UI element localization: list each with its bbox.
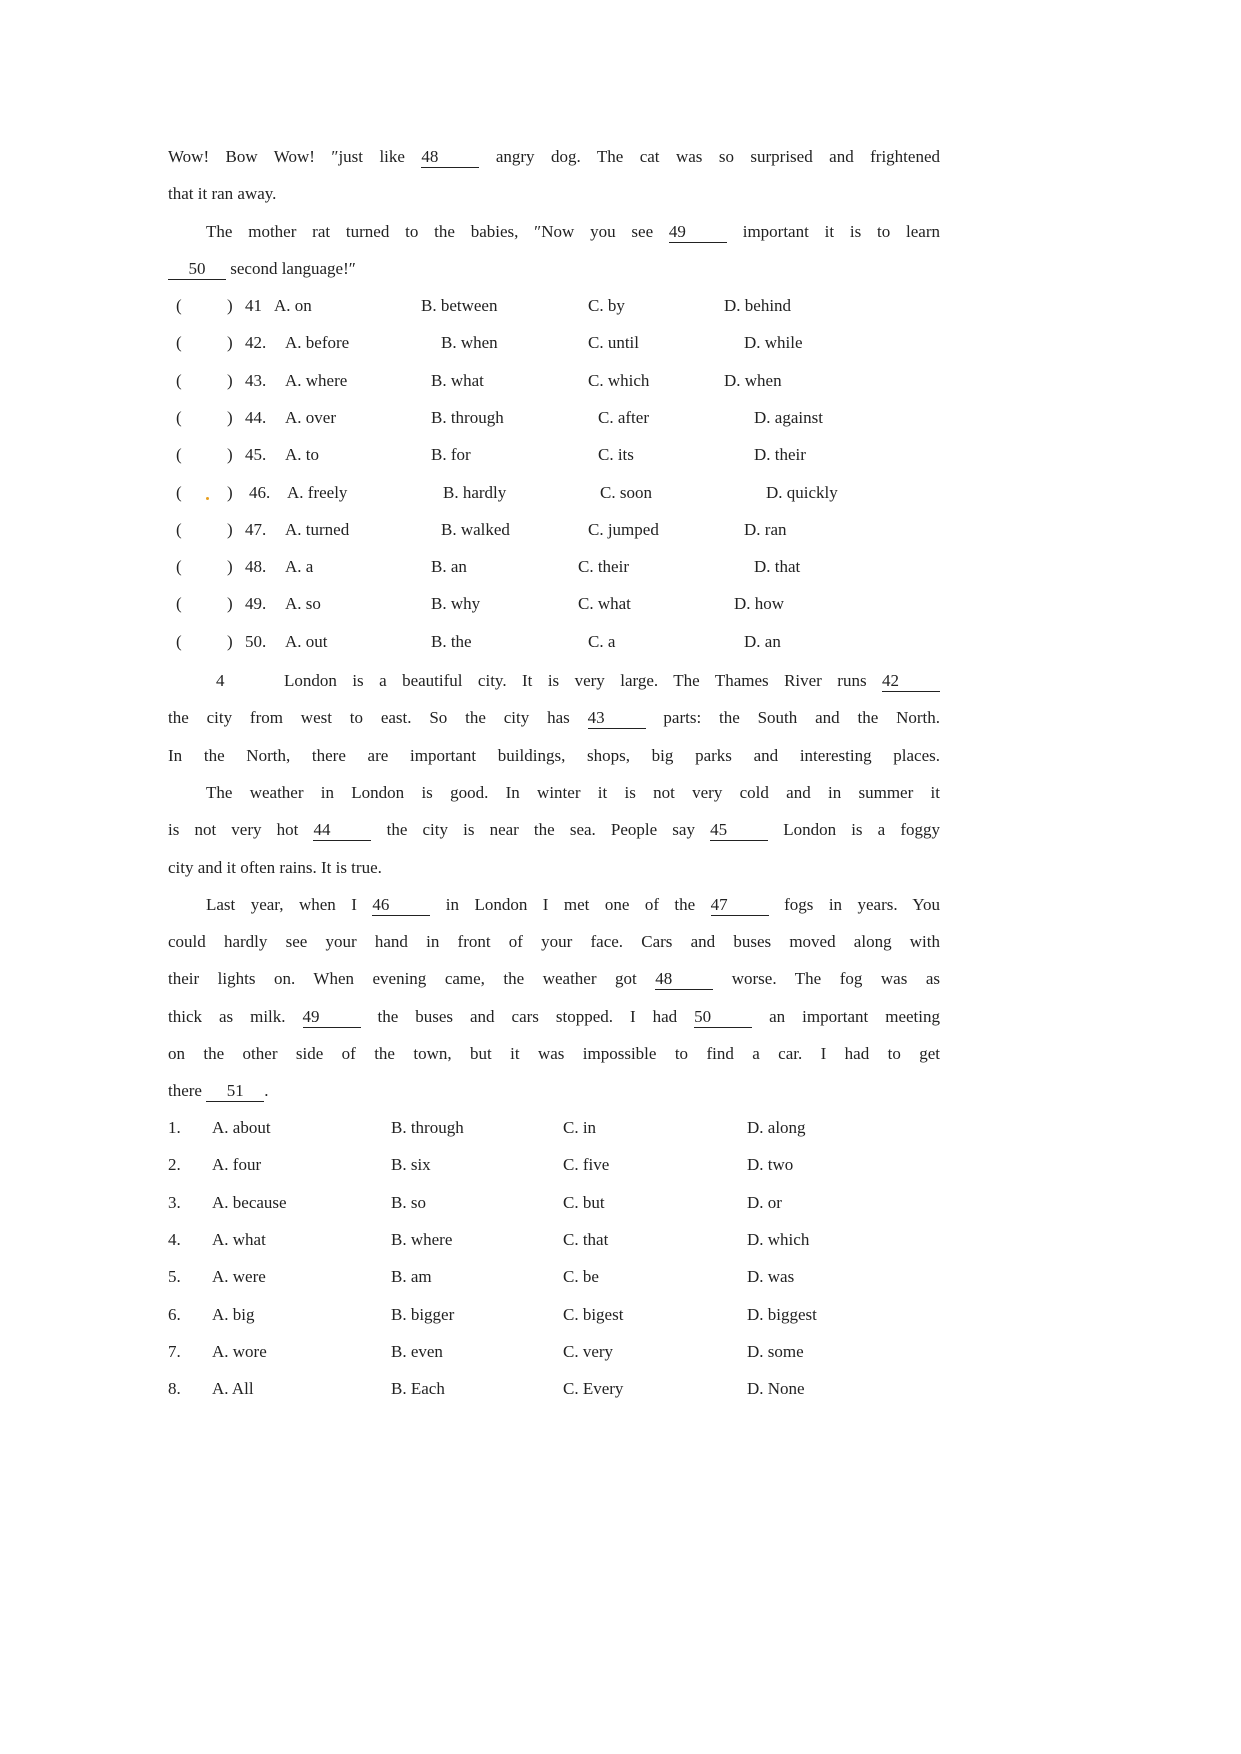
paren-close: )	[227, 594, 233, 614]
option-a: A. over	[285, 407, 336, 427]
option-b: B. an	[431, 557, 467, 577]
question-number: 3.	[168, 1192, 181, 1212]
option-c: C. Every	[563, 1379, 624, 1399]
orange-dot-mark	[206, 497, 209, 500]
text-segment: the city from west to east. So the city has	[168, 708, 588, 728]
paren-open: (	[176, 407, 182, 427]
option-c: C. bigest	[563, 1304, 624, 1324]
text-segment: The mother rat turned to the babies, ″Now you see	[206, 221, 669, 241]
passage-line	[206, 780, 940, 806]
option-b: B. even	[391, 1341, 443, 1361]
answer-blank: 47	[711, 895, 769, 916]
paren-close: )	[227, 519, 233, 539]
option-d: D. or	[747, 1192, 782, 1212]
text-segment: could hardly see your hand in front of your face. Cars and buses moved along with	[168, 932, 940, 952]
passage-line	[168, 181, 940, 207]
text-segment: angry dog. The cat was so surprised and frightened	[479, 147, 940, 166]
paren-close: )	[227, 631, 233, 651]
question-number: 4.	[168, 1229, 181, 1249]
option-d: D. while	[744, 333, 803, 353]
passage-line	[168, 705, 940, 731]
answer-blank: 48	[655, 969, 713, 990]
option-d: D. None	[747, 1379, 805, 1399]
option-d: D. against	[754, 407, 823, 427]
option-c: C. in	[563, 1118, 597, 1137]
paren-open: (	[176, 594, 182, 614]
answer-blank: 45	[710, 820, 768, 841]
question-number: 1.	[168, 1118, 181, 1137]
text-segment: the buses and cars stopped. I had	[360, 1006, 695, 1026]
option-b: B. through	[431, 407, 504, 427]
text-segment: their lights on. When evening came, the weather got	[168, 969, 656, 989]
option-c: C. after	[598, 407, 649, 427]
answer-blank: 51	[206, 1081, 264, 1102]
option-a: A. so	[285, 594, 321, 614]
option-d: D. behind	[724, 296, 792, 315]
text-segment: Last year, when I	[206, 894, 373, 914]
paren-open: (	[176, 482, 182, 502]
question-number: 46.	[249, 482, 271, 502]
option-b: B. between	[421, 296, 498, 315]
text-segment: London is a beautiful city. It is very large. The Thames River runs	[284, 671, 882, 690]
option-b: B. where	[391, 1229, 453, 1249]
passage-line	[206, 892, 940, 918]
passage-line	[168, 144, 940, 170]
option-b: B. so	[391, 1192, 426, 1212]
option-b: B. why	[431, 594, 481, 614]
paren-close: )	[227, 482, 233, 502]
question-number: 48.	[245, 557, 267, 577]
option-a: A. before	[285, 333, 350, 353]
option-b: B. when	[441, 333, 498, 353]
text-segment: on the other side of the town, but it was impossible to find a car. I had to get	[168, 1044, 940, 1063]
option-c: C. which	[588, 370, 650, 390]
answer-blank: 48	[421, 147, 479, 168]
option-c: C. its	[598, 445, 634, 465]
option-c: C. their	[578, 557, 629, 577]
option-a: A. wore	[212, 1341, 267, 1361]
passage-line	[168, 817, 940, 843]
option-a: A. big	[212, 1304, 255, 1324]
text-segment: second language!″	[226, 258, 356, 278]
option-b: B. walked	[441, 519, 510, 539]
option-d: D. two	[747, 1155, 794, 1175]
option-c: C. until	[588, 333, 640, 353]
paren-open: (	[176, 557, 182, 577]
option-d: D. how	[734, 594, 785, 614]
option-c: C. what	[578, 594, 631, 614]
option-d: D. biggest	[747, 1304, 817, 1324]
text-segment: worse. The fog was as	[713, 969, 940, 989]
answer-blank: 42	[882, 671, 940, 692]
answer-blank: 50	[168, 259, 226, 280]
question-number: 5.	[168, 1267, 181, 1287]
text-segment: that it ran away.	[168, 184, 277, 204]
option-d: D. quickly	[766, 482, 838, 502]
text-segment: The weather in London is good. In winter it is not very cold and in summer it	[206, 782, 940, 802]
option-a: A. turned	[285, 519, 350, 539]
option-a: A. on	[274, 296, 312, 315]
option-c: C. jumped	[588, 519, 659, 539]
text-segment: parts: the South and the North.	[645, 708, 940, 728]
passage-line	[168, 256, 940, 282]
option-b: B. for	[431, 445, 471, 465]
question-number: 42.	[245, 333, 267, 353]
paren-open: (	[176, 370, 182, 390]
paren-open: (	[176, 519, 182, 539]
option-c: C. but	[563, 1192, 605, 1212]
paren-open: (	[176, 631, 182, 651]
option-a: A. to	[285, 445, 319, 465]
option-b: B. Each	[391, 1379, 445, 1399]
question-number: 6.	[168, 1304, 181, 1324]
passage-line	[168, 743, 940, 769]
paren-open: (	[176, 296, 182, 315]
question-number: 45.	[245, 445, 267, 465]
option-b: B. hardly	[443, 482, 507, 502]
paren-close: )	[227, 557, 233, 577]
paren-open: (	[176, 333, 182, 353]
option-a: A. All	[212, 1379, 254, 1399]
option-c: C. a	[588, 631, 616, 651]
option-d: D. along	[747, 1118, 806, 1137]
answer-blank: 46	[372, 895, 430, 916]
option-a: A. freely	[287, 482, 348, 502]
passage-line	[168, 1078, 940, 1104]
option-b: B. what	[431, 370, 484, 390]
option-a: A. where	[285, 370, 348, 390]
option-d: D. when	[724, 370, 782, 390]
question-number: 8.	[168, 1379, 181, 1399]
text-segment: in London I met one of the	[430, 894, 711, 914]
question-number: 41	[245, 296, 262, 315]
option-d: D. that	[754, 557, 801, 577]
option-d: D. which	[747, 1229, 810, 1249]
text-segment: Wow! Bow Wow! ″just like	[168, 147, 422, 166]
option-d: D. their	[754, 445, 806, 465]
text-segment: In the North, there are important buildings, shops, big parks and interesting places.	[168, 745, 940, 765]
option-a: A. out	[285, 631, 328, 651]
text-segment: fogs in years. You	[768, 894, 940, 914]
option-a: A. were	[212, 1267, 266, 1287]
option-b: B. six	[391, 1155, 431, 1175]
paren-close: )	[227, 370, 233, 390]
question-number: 49.	[245, 594, 267, 614]
paren-close: )	[227, 445, 233, 465]
text-segment: is not very hot	[168, 820, 314, 840]
paren-close: )	[227, 407, 233, 427]
option-b: B. bigger	[391, 1304, 455, 1324]
passage-line	[168, 855, 940, 881]
passage-line	[284, 668, 940, 694]
text-segment: the city is near the sea. People say	[371, 820, 711, 840]
option-c: C. by	[588, 296, 625, 315]
answer-blank: 43	[588, 708, 646, 729]
text-segment: important it is to learn	[726, 221, 940, 241]
answer-blank: 49	[303, 1007, 361, 1028]
option-b: B. am	[391, 1267, 432, 1287]
option-a: A. about	[212, 1118, 271, 1137]
question-number: 50.	[245, 631, 267, 651]
question-number: 7.	[168, 1341, 181, 1361]
passage-line	[206, 219, 940, 245]
passage-line	[168, 929, 940, 955]
option-c: C. soon	[600, 482, 652, 502]
option-c: C. that	[563, 1229, 609, 1249]
question-number: 43.	[245, 370, 267, 390]
option-a: A. what	[212, 1229, 266, 1249]
text-segment: London is a foggy	[768, 820, 940, 840]
option-a: A. because	[212, 1192, 287, 1212]
paren-open: (	[176, 445, 182, 465]
option-d: D. an	[744, 631, 781, 651]
text-segment: thick as milk.	[168, 1006, 303, 1026]
question-number: 44.	[245, 407, 267, 427]
paren-close: )	[227, 333, 233, 353]
text-segment: .	[264, 1081, 269, 1101]
paren-close: )	[227, 296, 233, 315]
option-b: B. the	[431, 631, 472, 651]
option-c: C. five	[563, 1155, 610, 1175]
option-b: B. through	[391, 1118, 464, 1137]
passage-line	[168, 1041, 940, 1067]
option-d: D. ran	[744, 519, 787, 539]
question-number: 47.	[245, 519, 267, 539]
option-a: A. a	[285, 557, 314, 577]
answer-blank: 44	[313, 820, 371, 841]
option-d: D. some	[747, 1341, 804, 1361]
text-segment: an important meeting	[752, 1006, 940, 1026]
passage-line	[168, 966, 940, 992]
answer-blank: 49	[669, 222, 727, 243]
question-number: 2.	[168, 1155, 181, 1175]
option-d: D. was	[747, 1267, 795, 1287]
option-a: A. four	[212, 1155, 262, 1175]
text-segment: there	[168, 1081, 207, 1101]
option-c: C. be	[563, 1267, 599, 1287]
passage-line	[168, 1004, 940, 1030]
passage-number: 4	[216, 671, 225, 690]
option-c: C. very	[563, 1341, 614, 1361]
answer-blank: 50	[694, 1007, 752, 1028]
text-segment: city and it often rains. It is true.	[168, 857, 382, 877]
